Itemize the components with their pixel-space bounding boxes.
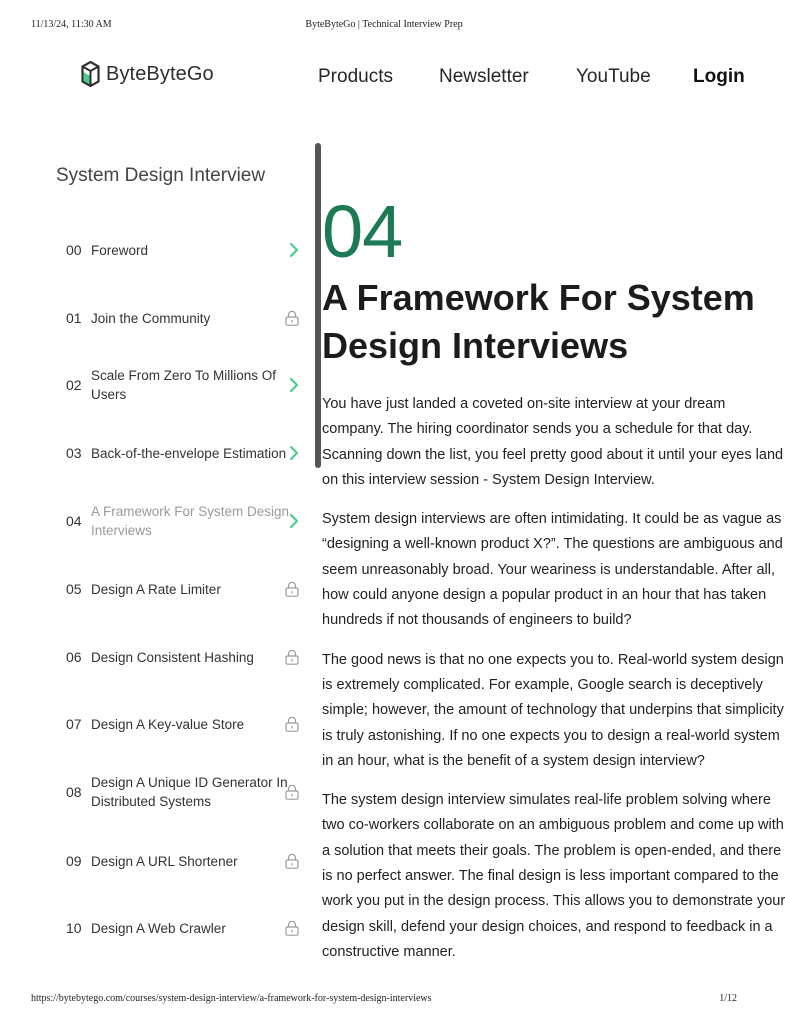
chapter-title-line-1: A Framework For System <box>322 277 755 318</box>
lock-icon <box>285 853 299 869</box>
sidebar-item-number: 09 <box>66 853 82 869</box>
sidebar-item-number: 04 <box>66 513 82 529</box>
sidebar-item-label: Design A Key-value Store <box>91 716 245 732</box>
sidebar-item-label: A Framework For System Design Interviews <box>91 504 290 538</box>
paragraph-line: how could anyone design a popular product in an hour that has taken <box>322 587 767 604</box>
print-url: https://bytebytego.com/courses/system-design-interview/a-framework-for-system-design-interviews <box>31 993 432 1004</box>
sidebar-item-06[interactable] <box>66 637 306 677</box>
paragraph-line: on this interview session - System Design Interview. <box>322 471 655 488</box>
paragraph-line: is truly astonishing. If no one expects you to design a real-world system <box>322 727 780 744</box>
sidebar-item-label: Foreword <box>91 242 149 258</box>
paragraph-line: The system design interview simulates real-life problem solving where <box>322 792 771 809</box>
paragraph-line: constructive manner. <box>322 943 456 960</box>
print-page-number: 1/12 <box>719 993 737 1004</box>
lock-icon <box>285 784 299 800</box>
chevron-right-icon[interactable] <box>288 445 300 461</box>
sidebar-item-label: Design Consistent Hashing <box>91 649 254 665</box>
sidebar-item-01[interactable] <box>66 298 306 338</box>
lock-icon <box>285 581 299 597</box>
brand-name: ByteByteGo <box>106 62 214 85</box>
sidebar-item-00[interactable] <box>66 230 306 270</box>
paragraph-line: is no perfect answer. The final design is less important compared to the <box>322 868 779 885</box>
sidebar-item-label: Back-of-the-envelope Estimation <box>91 445 287 461</box>
chevron-right-icon[interactable] <box>288 513 300 529</box>
paragraph-line: You have just landed a coveted on-site interview at your dream <box>322 396 726 412</box>
sidebar-item-05[interactable] <box>66 569 306 609</box>
paragraph-line: a solution that meets their goals. The problem is open-ended, and there <box>322 842 782 859</box>
top-nav <box>0 66 745 92</box>
print-footer <box>0 993 768 1007</box>
sidebar-item-number: 07 <box>66 716 82 732</box>
nav-youtube[interactable]: YouTube <box>576 66 651 87</box>
nav-login[interactable]: Login <box>693 66 745 87</box>
article-paragraph <box>322 648 782 774</box>
sidebar-item-number: 00 <box>66 242 82 258</box>
sidebar-item-04[interactable] <box>66 501 306 541</box>
sidebar-item-number: 08 <box>66 784 82 800</box>
chevron-right-icon[interactable] <box>288 242 300 258</box>
chevron-right-icon[interactable] <box>288 377 300 393</box>
paragraph-line: company. The hiring coordinator sends you a schedule for that day. <box>322 421 753 438</box>
paragraph-line: work you put in the design process. This allows you to demonstrate your <box>322 893 785 910</box>
sidebar-item-07[interactable] <box>66 704 306 744</box>
sidebar-item-03[interactable] <box>66 433 306 473</box>
paragraph-line: Scanning down the list, you feel pretty good about it until your eyes land <box>322 446 784 463</box>
sidebar-item-number: 03 <box>66 445 82 461</box>
sidebar-item-08[interactable] <box>66 772 306 812</box>
paragraph-line: System design interviews are often intimidating. It could be as vague as <box>322 511 782 528</box>
article <box>322 190 785 960</box>
sidebar-item-number: 01 <box>66 310 82 326</box>
chapter-title-line-2: Design Interviews <box>322 325 629 366</box>
sidebar-item-label: Design A Rate Limiter <box>91 581 221 597</box>
sidebar-item-label: Scale From Zero To Millions Of Users <box>91 368 277 402</box>
print-header <box>0 19 768 33</box>
article-paragraph <box>322 788 785 965</box>
print-document-title: ByteByteGo | Technical Interview Prep <box>305 19 463 30</box>
sidebar-item-10[interactable] <box>66 908 306 948</box>
sidebar-item-number: 10 <box>66 920 82 936</box>
sidebar-item-label: Join the Community <box>91 310 211 326</box>
nav-newsletter[interactable]: Newsletter <box>439 66 529 87</box>
paragraph-line: hundreds if not thousands of engineers to build? <box>322 612 632 629</box>
nav-products[interactable]: Products <box>318 66 393 87</box>
sidebar-item-09[interactable] <box>66 841 306 881</box>
paragraph-line: “designing a well-known product X?”. The questions are ambiguous and <box>322 536 783 553</box>
sidebar-item-number: 05 <box>66 581 82 597</box>
sidebar-item-02[interactable] <box>66 365 306 405</box>
lock-icon <box>285 649 299 665</box>
sidebar-item-label: Design A Web Crawler <box>91 920 226 936</box>
lock-icon <box>285 310 299 326</box>
article-paragraph <box>322 392 782 493</box>
print-timestamp: 11/13/24, 11:30 AM <box>31 19 112 30</box>
chapter-title <box>322 274 755 370</box>
sidebar-item-label: Design A URL Shortener <box>91 853 238 869</box>
article-body <box>322 392 785 965</box>
paragraph-line: two co-workers collaborate on an ambiguous problem and come up with <box>322 817 784 834</box>
paragraph-line: seem unreasonably broad. Your weariness is understandable. After all, <box>322 561 776 578</box>
sidebar-item-number: 06 <box>66 649 82 665</box>
sidebar-item-label: Design A Unique ID Generator In Distributed Systems <box>91 775 288 809</box>
sidebar-title: System Design Interview <box>56 165 266 186</box>
paragraph-line: simple; however, the amount of technology that underpins that simplicity <box>322 702 784 719</box>
sidebar-scrollbar[interactable] <box>315 143 321 468</box>
article-paragraph <box>322 507 782 633</box>
lock-icon <box>285 716 299 732</box>
chapter-number: 04 <box>322 190 403 273</box>
sidebar-item-number: 02 <box>66 377 82 393</box>
paragraph-line: design skill, defend your design choices, and respond to feedback in a <box>322 918 773 935</box>
paragraph-line: The good news is that no one expects you to. Real-world system design <box>322 651 784 668</box>
lock-icon <box>285 920 299 936</box>
paragraph-line: is extremely complicated. For example, Google search is deceptively <box>322 676 763 693</box>
paragraph-line: in an hour, what is the benefit of a system design interview? <box>322 752 705 769</box>
